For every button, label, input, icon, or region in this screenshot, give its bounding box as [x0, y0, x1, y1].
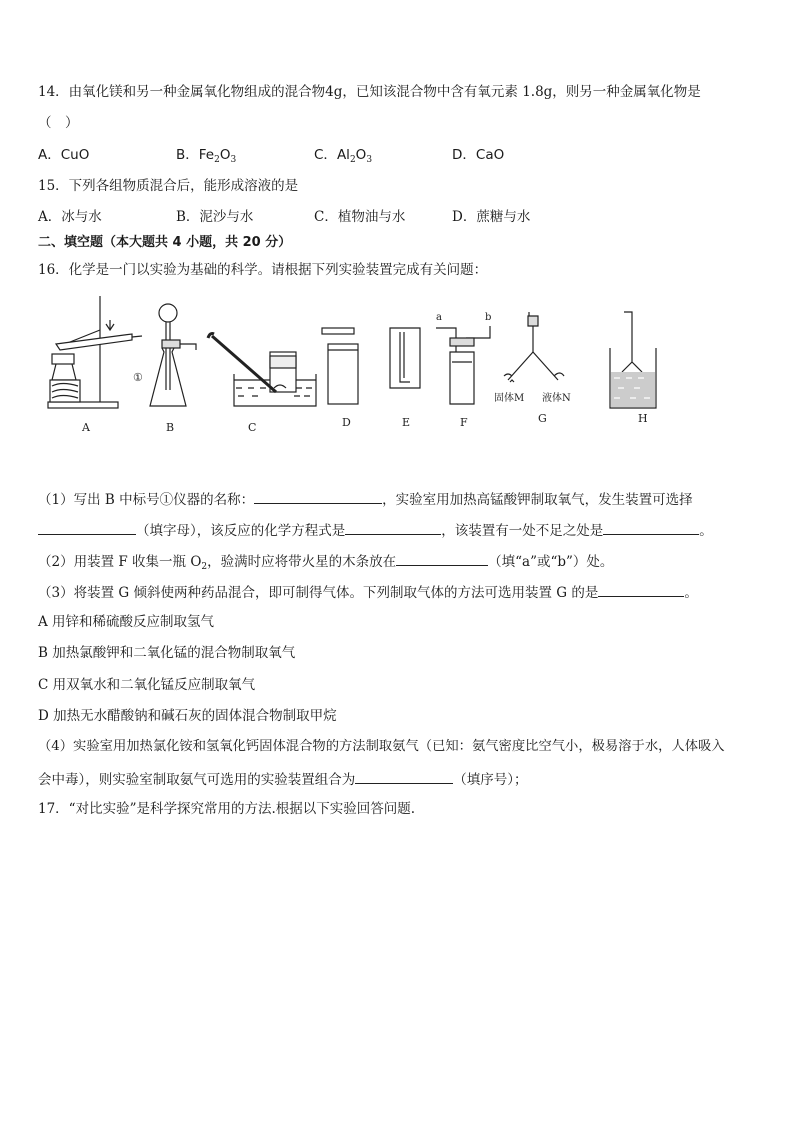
- answer-blank-equation[interactable]: [345, 520, 441, 535]
- q15-option-b[interactable]: B．泥沙与水: [176, 209, 254, 225]
- port-a-label: a: [436, 312, 442, 323]
- q16-part1-line2: （填字母），该反应的化学方程式是 ，该装置有一处不足之处是 。: [38, 520, 713, 540]
- q14-option-d[interactable]: [452, 146, 504, 164]
- apparatus-h: [610, 312, 656, 425]
- q16-choice-c: C 用双氧水和二氧化锰反应制取氧气: [38, 677, 256, 693]
- label-d: D: [342, 416, 351, 429]
- apparatus-e: [390, 328, 420, 429]
- apparatus-g: [494, 312, 571, 425]
- apparatus-f: [436, 312, 491, 429]
- q16-stem: 16．化学是一门以实验为基础的科学。请根据下列实验装置完成有关问题：: [38, 262, 488, 278]
- option-text: CuO: [60, 147, 90, 163]
- option-text: CaO: [475, 147, 505, 163]
- label-h: H: [638, 412, 648, 425]
- answer-blank-method[interactable]: [598, 582, 684, 597]
- option-letter: C．: [314, 147, 337, 163]
- lab-apparatus-figure: [38, 292, 758, 442]
- label-g: G: [538, 412, 547, 425]
- answer-blank-device-letter[interactable]: [38, 520, 136, 535]
- label-b: B: [166, 421, 175, 434]
- q14-option-a[interactable]: [38, 146, 89, 164]
- port-b-label: b: [485, 312, 492, 323]
- q14-option-c[interactable]: C．$Al_2O_3$: [314, 147, 373, 165]
- q15-option-a[interactable]: A．冰与水: [38, 209, 102, 225]
- q16-part4-line1: （4）实验室用加热氯化铵和氢氧化钙固体混合物的方法制取氨气（已知：氨气密度比空气小，极易溶于水，人体吸入: [38, 739, 725, 754]
- section-heading: 二、填空题（本大题共 4 小题，共 20 分）: [38, 235, 292, 250]
- label-e: E: [402, 416, 411, 429]
- label-a: A: [82, 421, 90, 434]
- apparatus-a: [48, 296, 142, 434]
- liquid-n-label: 液体N: [542, 393, 571, 404]
- apparatus-b: [133, 304, 196, 434]
- marker-1: ①: [133, 371, 143, 384]
- q14-option-b[interactable]: B．$Fe_2O_3$: [176, 147, 237, 165]
- q16-part2: （2）用装置 F 收集一瓶 $O_2$，验满时应将带火星的木条放在 （填“a”或“b”）处。: [38, 551, 613, 571]
- option-letter: D．: [452, 147, 476, 163]
- q14-stem: 14．由氧化镁和另一种金属氧化物组成的混合物4g，已知该混合物中含有氧元素 1.8g，则另一种金属氧化物是: [38, 84, 701, 100]
- q15-option-d[interactable]: D．蔗糖与水: [452, 209, 531, 225]
- q14-answer-paren: （ ）: [38, 115, 79, 131]
- solid-m-label: 固体M: [494, 393, 525, 404]
- answer-blank-deficiency[interactable]: [603, 520, 699, 535]
- apparatus-d: [322, 328, 358, 429]
- label-c: C: [248, 421, 257, 434]
- answer-blank-port[interactable]: [396, 551, 488, 566]
- q16-choice-b: B 加热氯酸钾和二氧化锰的混合物制取氧气: [38, 645, 296, 661]
- q16-choice-a: A 用锌和稀硫酸反应制取氢气: [38, 614, 215, 630]
- answer-blank-instrument-name[interactable]: [254, 489, 382, 504]
- option-letter: A．: [38, 147, 61, 163]
- q15-stem: 15．下列各组物质混合后，能形成溶液的是: [38, 178, 299, 194]
- apparatus-c: [208, 334, 316, 435]
- q16-choice-d: D 加热无水醋酸钠和碱石灰的固体混合物制取甲烷: [38, 708, 337, 724]
- q17-stem: 17．“对比实验”是科学探究常用的方法.根据以下实验回答问题.: [38, 801, 416, 817]
- label-f: F: [460, 416, 468, 429]
- option-letter: B．: [176, 147, 199, 163]
- q16-part4-line2: 会中毒），则实验室制取氨气可选用的实验装置组合为 （填序号）；: [38, 769, 528, 789]
- q15-option-c[interactable]: C．植物油与水: [314, 209, 406, 225]
- q16-part3: （3）将装置 G 倾斜使两种药品混合，即可制得气体。下列制取气体的方法可选用装置 G 的是 。: [38, 582, 698, 602]
- answer-blank-apparatus-combo[interactable]: [355, 769, 453, 784]
- q16-part1-line1: （1）写出 B 中标号①仪器的名称： ，实验室用加热高锰酸钾制取氧气，发生装置可选择: [38, 489, 693, 509]
